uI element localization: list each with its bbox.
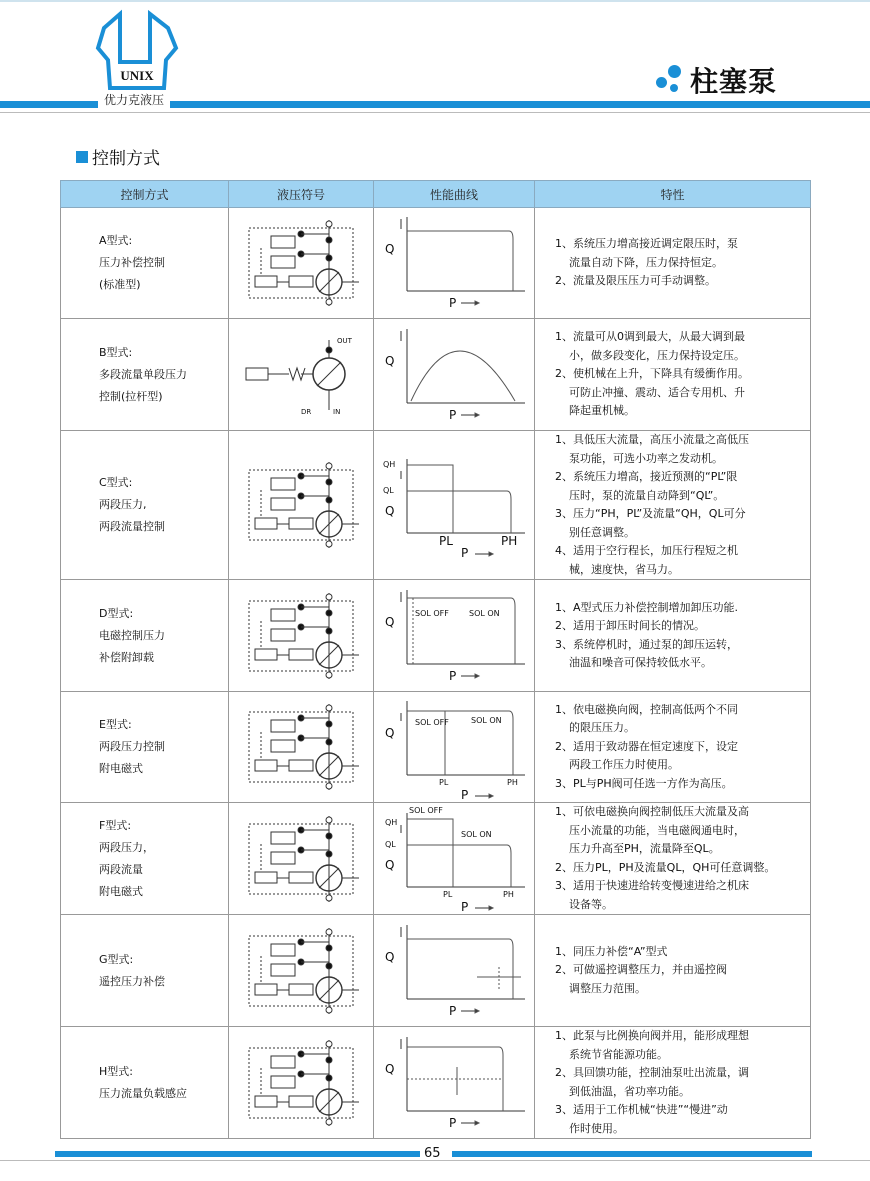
performance-curve bbox=[379, 209, 529, 317]
feature-line: 作时使用。 bbox=[569, 1121, 624, 1135]
curve-label-solon: SOL ON bbox=[469, 608, 500, 618]
features-cell bbox=[535, 692, 811, 803]
curve-label-p: P bbox=[449, 407, 457, 422]
feature-line: 1、系统压力增高接近调定限压时，泵 bbox=[555, 237, 738, 251]
feature-line: 小，做多段变化，压力保持设定压。 bbox=[569, 348, 745, 362]
features-cell bbox=[535, 915, 811, 1027]
feature-line: 到低油温，省功率功能。 bbox=[569, 1084, 690, 1098]
mode-cell bbox=[61, 319, 229, 431]
features-cell bbox=[535, 431, 811, 580]
curve-label-solon: SOL ON bbox=[471, 716, 502, 725]
mode-cell bbox=[61, 1027, 229, 1139]
section-title: 控制方式 bbox=[92, 149, 160, 169]
hydraulic-symbol bbox=[241, 702, 361, 792]
mode-line: 电磁控制压力 bbox=[99, 628, 165, 642]
curve-label-p: P bbox=[461, 788, 469, 801]
mode-line: H型式: bbox=[99, 1064, 133, 1078]
feature-line: 1、同压力补偿“A”型式 bbox=[555, 944, 668, 958]
curve-label-pl: PL bbox=[443, 889, 453, 899]
mode-line: 两段压力控制 bbox=[99, 740, 165, 753]
symbol-cell bbox=[229, 208, 374, 319]
curve-label-soloff: SOL OFF bbox=[415, 718, 449, 727]
curve-label-q: Q bbox=[385, 1061, 395, 1076]
dots-icon bbox=[656, 65, 690, 95]
mode-cell bbox=[61, 692, 229, 803]
hydraulic-symbol bbox=[241, 814, 361, 904]
curve-label-ph: PH bbox=[507, 778, 518, 787]
curve-cell bbox=[374, 580, 535, 692]
performance-curve bbox=[379, 917, 529, 1025]
feature-line: 别任意调整。 bbox=[569, 525, 635, 539]
table-row bbox=[61, 319, 811, 431]
curve-cell bbox=[374, 915, 535, 1027]
table-row bbox=[61, 431, 811, 580]
features-cell bbox=[535, 803, 811, 915]
feature-line: 2、系统压力增高，接近预测的“PL”限 bbox=[555, 470, 738, 483]
feature-line: 2、适用于致动器在恒定速度下，设定 bbox=[555, 739, 738, 753]
mode-line: 遥控压力补偿 bbox=[99, 974, 165, 988]
mode-line: 压力补偿控制 bbox=[99, 256, 165, 269]
feature-line: 1、流量可从0调到最大，从最大调到最 bbox=[555, 330, 745, 344]
mode-line: (标准型) bbox=[99, 278, 141, 291]
mode-line: 两段压力, bbox=[99, 498, 147, 511]
feature-line: 2、适用于卸压时间长的情况。 bbox=[555, 619, 705, 632]
feature-line: 油温和噪音可保持较低水平。 bbox=[569, 656, 712, 669]
curve-label-soloff: SOL OFF bbox=[409, 805, 443, 815]
mode-line: 多段流量单段压力 bbox=[99, 367, 187, 381]
header-rule bbox=[0, 112, 870, 113]
mode-cell bbox=[61, 803, 229, 915]
performance-curve bbox=[379, 321, 529, 429]
curve-label-q: Q bbox=[385, 949, 395, 964]
feature-line: 4、适用于空行程长，加压行程短之机 bbox=[555, 544, 738, 557]
port-label: IN bbox=[333, 407, 341, 416]
feature-line: 1、此泵与比例换向阀并用，能形成理想 bbox=[555, 1029, 749, 1042]
mode-line: 控制(拉杆型) bbox=[99, 389, 163, 403]
unix-logo bbox=[94, 8, 180, 92]
feature-line: 泵功能，可选小功率之发动机。 bbox=[569, 451, 723, 465]
features-cell bbox=[535, 1027, 811, 1139]
table-row bbox=[61, 580, 811, 692]
logo-text: UNIX bbox=[120, 68, 154, 83]
table-row bbox=[61, 208, 811, 319]
curve-label-pl: PL bbox=[439, 778, 449, 787]
footer-bar bbox=[55, 1151, 420, 1157]
curve-label-ql: QL bbox=[385, 839, 396, 849]
performance-curve bbox=[379, 1029, 529, 1137]
mode-cell bbox=[61, 915, 229, 1027]
mode-line: F型式: bbox=[99, 818, 132, 832]
features-cell bbox=[535, 208, 811, 319]
product-heading bbox=[656, 60, 777, 100]
curve-label-p: P bbox=[461, 546, 469, 559]
feature-line: 系统节省能源功能。 bbox=[569, 1047, 668, 1061]
feature-line: 1、A型式压力补偿控制增加卸压功能. bbox=[555, 600, 739, 614]
curve-label-q: Q bbox=[385, 242, 395, 256]
hydraulic-symbol bbox=[241, 460, 361, 550]
mode-line: 两段压力， bbox=[99, 840, 154, 854]
curve-label-solon: SOL ON bbox=[461, 829, 492, 839]
symbol-cell bbox=[229, 431, 374, 580]
feature-line: 压力升高至PH，流量降至QL。 bbox=[569, 842, 720, 855]
curve-label-pl: PL bbox=[439, 534, 453, 548]
feature-line: 降起重机械。 bbox=[569, 404, 635, 418]
curve-cell bbox=[374, 431, 535, 580]
feature-line: 2、使机械在上升，下降具有缓衝作用。 bbox=[555, 367, 749, 381]
curve-label-soloff: SOL OFF bbox=[415, 608, 449, 618]
footer-bar bbox=[452, 1151, 812, 1157]
feature-line: 3、系统停机时，通过泵的卸压运转， bbox=[555, 637, 738, 651]
mode-line: 附电磁式 bbox=[99, 884, 143, 898]
mode-line: 附电磁式 bbox=[99, 762, 143, 775]
curve-label-qh: QH bbox=[383, 460, 396, 469]
curve-label-ql: QL bbox=[383, 486, 394, 495]
feature-line: 3、适用于工作机械“快进”“慢进”动 bbox=[555, 1103, 728, 1116]
features-cell bbox=[535, 319, 811, 431]
curve-cell bbox=[374, 692, 535, 803]
feature-line: 2、流量及限压压力可手动调整。 bbox=[555, 274, 716, 288]
performance-curve bbox=[379, 582, 529, 690]
feature-line: 3、PL与PH阀可任选一方作为高压。 bbox=[555, 776, 733, 790]
section-heading bbox=[76, 144, 160, 169]
symbol-cell bbox=[229, 580, 374, 692]
feature-line: 压小流量的功能，当电磁阀通电时， bbox=[569, 823, 745, 837]
mode-cell bbox=[61, 208, 229, 319]
curve-label-p: P bbox=[449, 296, 457, 310]
symbol-cell bbox=[229, 803, 374, 915]
table-row bbox=[61, 803, 811, 915]
table-header bbox=[61, 181, 811, 208]
table-row bbox=[61, 692, 811, 803]
column-header: 控制方式 bbox=[61, 181, 229, 208]
column-header: 性能曲线 bbox=[374, 181, 535, 208]
feature-line: 2、具回馈功能，控制油泵吐出流量，调 bbox=[555, 1066, 749, 1079]
curve-cell bbox=[374, 208, 535, 319]
curve-label-p: P bbox=[449, 668, 457, 683]
hydraulic-symbol bbox=[241, 926, 361, 1016]
column-header: 特性 bbox=[535, 181, 811, 208]
table-row bbox=[61, 1027, 811, 1139]
mode-cell bbox=[61, 580, 229, 692]
feature-line: 的限压压力。 bbox=[569, 721, 635, 735]
curve-label-q: Q bbox=[385, 504, 395, 518]
mode-cell bbox=[61, 431, 229, 580]
curve-label-q: Q bbox=[385, 353, 395, 368]
page-number: 65 bbox=[424, 1146, 441, 1161]
curve-cell bbox=[374, 803, 535, 915]
features-cell bbox=[535, 580, 811, 692]
port-label: OUT bbox=[337, 336, 352, 345]
square-bullet-icon bbox=[76, 151, 88, 163]
performance-curve bbox=[379, 805, 529, 913]
curve-label-q: Q bbox=[385, 614, 395, 629]
product-title: 柱塞泵 bbox=[690, 65, 778, 98]
feature-line: 调整压力范围。 bbox=[569, 981, 646, 995]
symbol-cell bbox=[229, 692, 374, 803]
hydraulic-symbol bbox=[241, 218, 361, 308]
hydraulic-symbol bbox=[241, 1038, 361, 1128]
curve-label-ph: PH bbox=[503, 889, 514, 899]
feature-line: 2、可做遥控调整压力，并由遥控阀 bbox=[555, 963, 727, 977]
mode-line: A型式: bbox=[99, 234, 133, 247]
feature-line: 设备等。 bbox=[569, 897, 613, 911]
feature-line: 3、压力“PH，PL”及流量“QH，QL可分 bbox=[555, 507, 746, 520]
curve-label-q: Q bbox=[385, 726, 395, 740]
mode-line: 两段流量 bbox=[99, 862, 143, 876]
symbol-cell bbox=[229, 1027, 374, 1139]
feature-line: 2、压力PL，PH及流量QL，QH可任意调整。 bbox=[555, 860, 776, 874]
mode-line: B型式: bbox=[99, 345, 133, 359]
mode-line: D型式: bbox=[99, 606, 134, 620]
mode-line: 补偿附卸载 bbox=[99, 650, 154, 664]
feature-line: 流量自动下降，压力保持恒定。 bbox=[569, 255, 723, 269]
symbol-cell bbox=[229, 319, 374, 431]
feature-line: 压时，泵的流量自动降到“QL”。 bbox=[569, 488, 725, 502]
curve-label-p: P bbox=[461, 899, 469, 913]
mode-line: G型式: bbox=[99, 952, 134, 966]
feature-line: 3、适用于快速进给转变慢速进给之机床 bbox=[555, 879, 749, 892]
curve-label-p: P bbox=[449, 1003, 457, 1018]
mode-line: 两段流量控制 bbox=[99, 520, 165, 533]
table-row bbox=[61, 915, 811, 1027]
mode-line: 压力流量负载感应 bbox=[99, 1086, 187, 1100]
curve-label-p: P bbox=[449, 1115, 457, 1130]
port-label: DR bbox=[301, 407, 312, 416]
performance-curve bbox=[379, 451, 529, 559]
mode-line: E型式: bbox=[99, 718, 132, 731]
curve-label-q: Q bbox=[385, 857, 395, 872]
curve-label-ph: PH bbox=[501, 534, 518, 548]
feature-line: 1、依电磁换向阀，控制高低两个不同 bbox=[555, 702, 738, 716]
hydraulic-symbol bbox=[241, 330, 361, 420]
feature-line: 两段工作压力时使用。 bbox=[569, 758, 679, 772]
company-name: 优力克液压 bbox=[104, 93, 165, 107]
curve-cell bbox=[374, 1027, 535, 1139]
column-header: 液压符号 bbox=[229, 181, 374, 208]
feature-line: 1、可依电磁换向阀控制低压大流量及高 bbox=[555, 805, 749, 818]
curve-label-qh: QH bbox=[385, 817, 398, 827]
curve-cell bbox=[374, 319, 535, 431]
feature-line: 1、具低压大流量，高压小流量之高低压 bbox=[555, 433, 749, 446]
feature-line: 械，速度快，省马力。 bbox=[569, 562, 679, 576]
hydraulic-symbol bbox=[241, 591, 361, 681]
top-rule bbox=[0, 0, 870, 2]
control-modes-table bbox=[60, 180, 811, 1139]
mode-line: C型式: bbox=[99, 476, 133, 489]
performance-curve bbox=[379, 693, 529, 801]
symbol-cell bbox=[229, 915, 374, 1027]
feature-line: 可防止冲撞、震动、适合专用机、升 bbox=[569, 385, 745, 399]
